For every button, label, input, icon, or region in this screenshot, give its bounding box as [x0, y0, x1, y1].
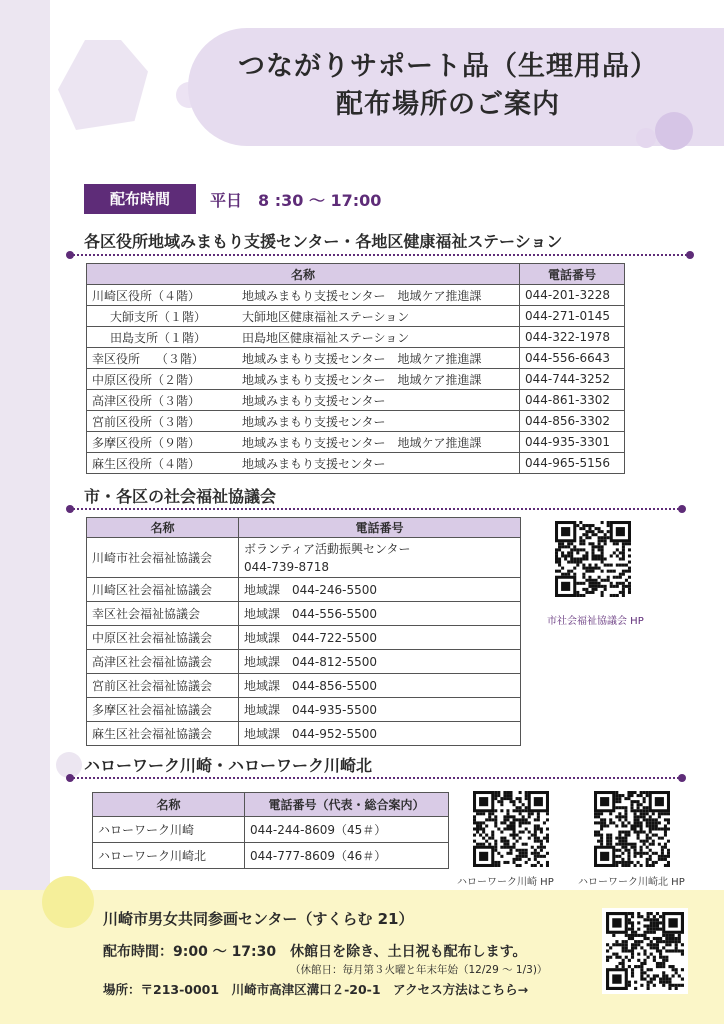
decor-circle	[636, 128, 656, 148]
table-row	[87, 722, 521, 746]
phone-number: 044-935-3301	[520, 432, 625, 453]
header-name: 名称	[87, 264, 520, 285]
qr-label-hello-work-kawasaki: ハローワーク川崎 HP	[457, 877, 554, 888]
qr-label-hello-work-kawasaki-kita: ハローワーク川崎北 HP	[578, 877, 685, 888]
table-row	[87, 698, 521, 722]
section-divider	[70, 254, 690, 256]
table-row	[93, 843, 449, 869]
table-header-row	[93, 793, 449, 817]
table-row	[87, 369, 625, 390]
phone-number: 044-271-0145	[520, 306, 625, 327]
office-name: 田島支所（１階）	[110, 330, 207, 345]
department: 地域みまもり支援センター 地域ケア推進課	[242, 435, 482, 450]
department: 地域みまもり支援センター	[242, 393, 386, 408]
office-name: 川崎区役所（４階）	[92, 288, 201, 303]
office-name: 多摩区役所（９階）	[92, 435, 201, 450]
header-tel: 電話番号	[239, 518, 521, 538]
page-title	[188, 48, 708, 124]
section-welfare-council-title: 市・各区の社会福祉協議会	[84, 487, 277, 506]
qr-code-hello-work-kawasaki[interactable]	[473, 791, 549, 867]
header-name: 名称	[93, 793, 245, 817]
office-name: 中原区役所（２階）	[92, 372, 201, 387]
qr-code-access[interactable]	[602, 908, 688, 994]
hours-text: 平日 8 :30 〜 17:00	[210, 190, 382, 210]
department: 地域みまもり支援センター	[242, 414, 386, 429]
council-name: 多摩区社会福祉協議会	[87, 698, 239, 722]
footer-address: 場所：〒213-0001 川崎市高津区溝口２-20-1 アクセス方法はこちら→	[103, 982, 529, 997]
section-hello-work-title: ハローワーク川崎・ハローワーク川崎北	[84, 756, 373, 775]
table-row	[87, 453, 625, 474]
table-row	[87, 602, 521, 626]
council-name: 宮前区社会福祉協議会	[87, 674, 239, 698]
table-header-row	[87, 264, 625, 285]
table-row	[87, 411, 625, 432]
table-row	[87, 538, 521, 578]
office-name: 大師支所（１階）	[110, 309, 207, 324]
table-row	[87, 348, 625, 369]
header-name: 名称	[87, 518, 239, 538]
distribution-hours	[84, 184, 381, 214]
department: 大師地区健康福祉ステーション	[242, 309, 410, 324]
welfare-council-table	[86, 517, 521, 746]
office-name: ハローワーク川崎北	[93, 843, 245, 869]
decor-hexagon	[58, 40, 148, 130]
phone-number: 044-965-5156	[520, 453, 625, 474]
council-name: 幸区社会福祉協議会	[87, 602, 239, 626]
phone-number: 044-777-8609（46＃）	[245, 843, 449, 869]
phone-number: 地域課 044-722-5500	[239, 626, 521, 650]
footer-hours: 配布時間：9:00 〜 17:30 休館日を除き、土日祝も配布します。	[103, 944, 527, 960]
phone-number: 044-739-8718	[244, 559, 330, 574]
council-name: 麻生区社会福祉協議会	[87, 722, 239, 746]
phone-number: 地域課 044-556-5500	[239, 602, 521, 626]
phone-number: 044-856-3302	[520, 411, 625, 432]
title-line-1: つながりサポート品（生理用品）	[238, 51, 658, 82]
phone-number: 地域課 044-935-5500	[239, 698, 521, 722]
table-row	[87, 306, 625, 327]
department: 地域みまもり支援センター 地域ケア推進課	[242, 372, 482, 387]
council-name: 川崎市社会福祉協議会	[87, 538, 239, 578]
department: 地域みまもり支援センター 地域ケア推進課	[242, 351, 482, 366]
phone-number: 044-244-8609（45＃）	[245, 817, 449, 843]
phone-number: 044-861-3302	[520, 390, 625, 411]
header-tel: 電話番号	[520, 264, 625, 285]
phone-number: 地域課 044-812-5500	[239, 650, 521, 674]
department: 田島地区健康福祉ステーション	[242, 330, 410, 345]
office-name: ハローワーク川崎	[93, 817, 245, 843]
contact-center: ボランティア活動振興センター	[244, 541, 411, 556]
table-row	[87, 285, 625, 306]
department: 地域みまもり支援センター 地域ケア推進課	[242, 288, 482, 303]
office-name: 高津区役所（３階）	[92, 393, 201, 408]
table-row	[87, 650, 521, 674]
phone-number: 044-322-1978	[520, 327, 625, 348]
left-decor-strip	[0, 0, 50, 890]
table-row	[87, 578, 521, 602]
phone-number: 044-201-3228	[520, 285, 625, 306]
phone-number: 地域課 044-952-5500	[239, 722, 521, 746]
qr-code-welfare-council[interactable]	[555, 521, 631, 597]
footer-center-name: 川崎市男女共同参画センター（すくらむ 21）	[103, 910, 414, 928]
hello-work-table	[92, 792, 449, 869]
decor-circle	[42, 876, 94, 928]
table-row	[87, 674, 521, 698]
office-name: 宮前区役所（３階）	[92, 414, 201, 429]
qr-label-welfare-council: 市社会福祉協議会 HP	[547, 616, 644, 627]
council-name: 川崎区社会福祉協議会	[87, 578, 239, 602]
qr-code-hello-work-kawasaki-kita[interactable]	[594, 791, 670, 867]
office-name: 麻生区役所（４階）	[92, 456, 201, 471]
footer-closed-days: （休館日：毎月第３火曜と年末年始（12/29 〜 1/3)）	[290, 964, 548, 976]
hours-badge: 配布時間	[84, 184, 196, 214]
table-row	[87, 432, 625, 453]
table-row	[87, 626, 521, 650]
ward-offices-table	[86, 263, 625, 474]
section-divider	[70, 777, 682, 779]
table-row	[87, 327, 625, 348]
department: 地域みまもり支援センター	[242, 456, 386, 471]
table-header-row	[87, 518, 521, 538]
phone-number: 044-744-3252	[520, 369, 625, 390]
phone-number: 044-556-6643	[520, 348, 625, 369]
title-line-2: 配布場所のご案内	[336, 89, 560, 120]
council-name: 高津区社会福祉協議会	[87, 650, 239, 674]
phone-number: 地域課 044-246-5500	[239, 578, 521, 602]
header-tel: 電話番号（代表・総合案内）	[245, 793, 449, 817]
office-name: 幸区役所 （３階）	[92, 351, 204, 366]
table-row	[93, 817, 449, 843]
council-name: 中原区社会福祉協議会	[87, 626, 239, 650]
phone-number: 地域課 044-856-5500	[239, 674, 521, 698]
section-divider	[70, 508, 682, 510]
section-ward-offices-title: 各区役所地域みまもり支援センター・各地区健康福祉ステーション	[84, 232, 563, 251]
table-row	[87, 390, 625, 411]
